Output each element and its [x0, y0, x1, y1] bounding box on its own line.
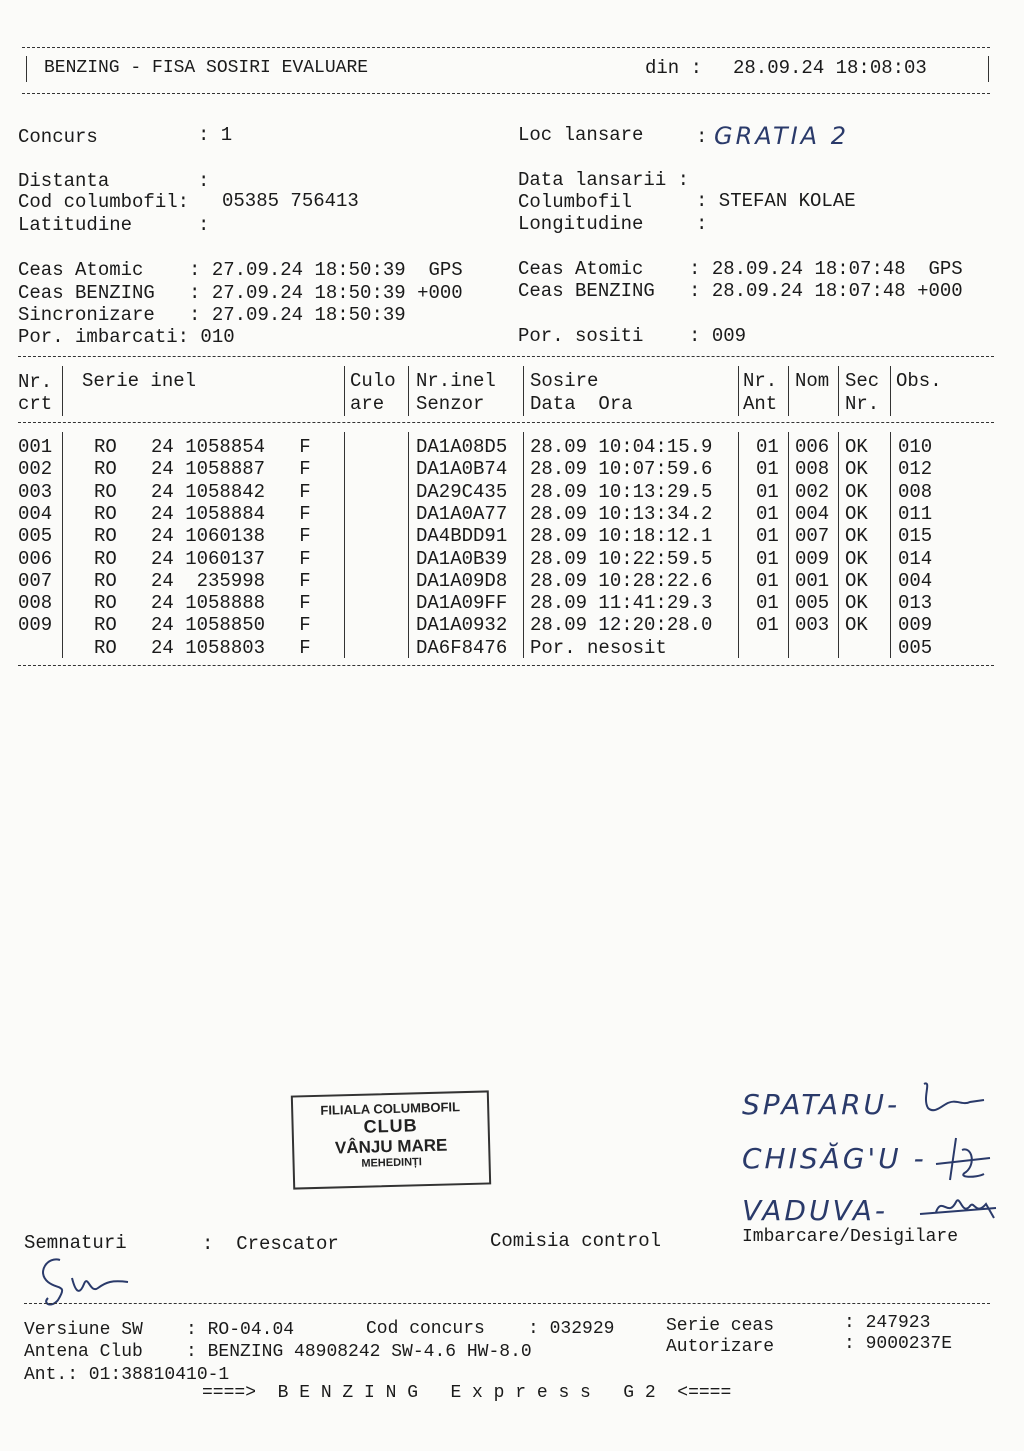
- cell-senzor: DA29C435: [416, 480, 508, 503]
- cod-concurs: Cod concurs : 032929: [366, 1319, 615, 1339]
- cell-sec: OK: [845, 480, 868, 503]
- col-sep-5b: [738, 432, 739, 658]
- th-nrinel-top: Nr.inel: [416, 370, 496, 392]
- col-sep-7: [838, 366, 839, 416]
- stamp-line1: FILIALA COLUMBOFIL: [320, 1099, 461, 1118]
- col-sep-2: [344, 366, 345, 416]
- th-sosire-bot: Data Ora: [530, 393, 633, 415]
- cell-serie: RO 24 1058854 F: [94, 436, 311, 458]
- loc-lansare-colon: :: [696, 126, 708, 148]
- cell-senzor: DA1A09FF: [416, 592, 508, 615]
- cell-ant: 01: [756, 592, 779, 615]
- columbofil-label: Columbofil: [518, 191, 633, 213]
- cell-sec: OK: [845, 547, 868, 570]
- footer-separator: [24, 1303, 990, 1304]
- loc-lansare-label: Loc lansare: [518, 124, 644, 146]
- table-bottom-border: [18, 665, 994, 666]
- col-sep-3b: [408, 432, 409, 658]
- left-ceas-benzing: Ceas BENZING : 27.09.24 18:50:39 +000: [18, 282, 463, 304]
- cell-nom: 009: [795, 547, 830, 570]
- columbofil-value: : STEFAN KOLAE: [696, 190, 856, 212]
- cell-nom: 002: [795, 480, 830, 503]
- right-por-sositi: Por. sositi : 009: [518, 325, 747, 347]
- th-sosire-top: Sosire: [530, 370, 599, 392]
- cell-senzor: DA6F8476: [416, 636, 508, 659]
- report-title: BENZING - FISA SOSIRI EVALUARE: [44, 58, 369, 78]
- col-sep-3: [408, 366, 409, 416]
- col-sep-4b: [523, 432, 524, 658]
- right-ceas-benzing: Ceas BENZING : 28.09.24 18:07:48 +000: [518, 280, 963, 302]
- data-lansarii-label: Data lansarii :: [518, 169, 690, 191]
- longitudine-value: :: [696, 213, 708, 235]
- antena-club: Antena Club : BENZING 48908242 SW-4.6 HW-8.0: [24, 1342, 532, 1362]
- autorizare-value: : 9000237E: [844, 1334, 953, 1354]
- cell-senzor: DA1A0B39: [416, 547, 508, 570]
- handwritten-name-3: VADUVA-: [742, 1194, 888, 1227]
- left-sincronizare: Sincronizare : 27.09.24 18:50:39: [18, 304, 406, 326]
- semnaturi-label: Semnaturi: [24, 1232, 127, 1254]
- left-por-imbarcati: Por. imbarcati: 010: [18, 326, 235, 348]
- col-sep-1b: [62, 432, 63, 658]
- versiune-sw: Versiune SW : RO-04.04: [24, 1320, 295, 1340]
- th-nrinel-bot: Senzor: [416, 393, 485, 415]
- cell-sec: OK: [845, 458, 868, 481]
- th-nr-top: Nr.: [18, 371, 53, 393]
- th-sec-top: Sec: [845, 370, 880, 392]
- cell-senzor: DA1A0A77: [416, 502, 508, 525]
- cell-sec: OK: [845, 502, 868, 525]
- stamp-line3: VÂNJU MARE: [334, 1135, 448, 1158]
- cell-ant: 01: [756, 614, 779, 637]
- col-sep-2b: [344, 432, 345, 658]
- cell-sosire: 28.09 11:41:29.3: [530, 592, 713, 615]
- cell-sosire: 28.09 10:13:34.2: [530, 502, 713, 525]
- col-sep-7b: [838, 432, 839, 658]
- cell-nr: 009: [18, 614, 53, 637]
- cell-sosire: 28.09 12:20:28.0: [530, 614, 713, 637]
- left-ceas-atomic: Ceas Atomic : 27.09.24 18:50:39 GPS: [18, 259, 463, 281]
- col-sep-6: [788, 366, 789, 416]
- cell-sec: OK: [845, 569, 868, 592]
- header-bottom-border: [22, 93, 990, 94]
- cell-nr: 005: [18, 525, 53, 548]
- latitudine-label: Latitudine: [18, 214, 133, 236]
- cod-columbofil-label: Cod columbofil:: [18, 191, 190, 213]
- header-top-border: [22, 47, 990, 48]
- th-nom: Nom: [795, 370, 830, 392]
- cell-nr: 002: [18, 458, 53, 481]
- cell-obs: 013: [898, 592, 933, 615]
- th-culo-bot: are: [350, 393, 385, 415]
- cell-senzor: DA1A08D5: [416, 436, 508, 458]
- cell-senzor: DA1A09D8: [416, 569, 508, 592]
- report-date-label: din :: [645, 57, 703, 79]
- cell-serie: RO 24 1058803 F: [94, 636, 311, 659]
- cell-serie: RO 24 235998 F: [94, 569, 311, 592]
- cell-obs: 011: [898, 502, 933, 525]
- cell-sec: OK: [845, 436, 868, 458]
- cell-sec: OK: [845, 614, 868, 637]
- th-obs: Obs.: [896, 370, 942, 392]
- handwritten-name-1: SPATARU-: [742, 1088, 901, 1121]
- col-sep-8b: [890, 432, 891, 658]
- distanta-label: Distanta: [18, 170, 110, 192]
- col-sep-1: [62, 366, 63, 416]
- crescator-signature: [28, 1254, 138, 1310]
- cell-ant: 01: [756, 525, 779, 548]
- cell-nom: 004: [795, 502, 830, 525]
- col-sep-4: [523, 366, 524, 416]
- cell-nr: 007: [18, 569, 53, 592]
- cell-serie: RO 24 1060137 F: [94, 547, 311, 570]
- cell-ant: 01: [756, 502, 779, 525]
- cell-obs: 012: [898, 458, 933, 481]
- cell-ant: 01: [756, 547, 779, 570]
- cell-nom: 005: [795, 592, 830, 615]
- cell-nom: 006: [795, 436, 830, 458]
- cell-obs: 008: [898, 480, 933, 503]
- th-ant-top: Nr.: [743, 370, 778, 392]
- club-stamp: [291, 1090, 491, 1189]
- crescator-label: : Crescator: [202, 1233, 339, 1255]
- cell-sosire: 28.09 10:28:22.6: [530, 569, 713, 592]
- comisia-label: Comisia control: [490, 1230, 662, 1252]
- cell-sosire: 28.09 10:04:15.9: [530, 436, 713, 458]
- report-date: 28.09.24 18:08:03: [733, 57, 927, 79]
- cell-obs: 014: [898, 547, 933, 570]
- loc-lansare-handwritten: GRATIA 2: [714, 122, 849, 150]
- stamp-line2: CLUB: [363, 1115, 418, 1137]
- serie-ceas-value: : 247923: [844, 1313, 931, 1333]
- th-sec-bot: Nr.: [845, 393, 880, 415]
- cell-serie: RO 24 1058850 F: [94, 614, 311, 637]
- cell-senzor: DA1A0B74: [416, 458, 508, 481]
- col-sep-8: [890, 366, 891, 416]
- th-ant-bot: Ant: [743, 393, 778, 415]
- cell-nom: 008: [795, 458, 830, 481]
- longitudine-label: Longitudine: [518, 213, 644, 235]
- cell-serie: RO 24 1058888 F: [94, 592, 311, 615]
- serie-ceas-label: Serie ceas: [666, 1316, 775, 1336]
- header-right-border: [988, 56, 989, 82]
- cell-obs: 015: [898, 525, 933, 548]
- cell-serie: RO 24 1058884 F: [94, 502, 311, 525]
- distanta-value: :: [198, 170, 210, 192]
- th-culo-top: Culo: [350, 370, 396, 392]
- benzing-express-banner: ====> B E N Z I N G E x p r e s s G 2 <====: [202, 1383, 732, 1403]
- cell-sec: OK: [845, 592, 868, 615]
- autorizare-label: Autorizare: [666, 1337, 775, 1357]
- table-header-separator: [18, 422, 994, 423]
- cell-ant: 01: [756, 480, 779, 503]
- cell-nom: 001: [795, 569, 830, 592]
- cell-sosire: 28.09 10:22:59.5: [530, 547, 713, 570]
- cell-sec: OK: [845, 525, 868, 548]
- cell-obs: 005: [898, 636, 933, 659]
- th-serie: Serie inel: [82, 370, 197, 392]
- cell-sosire: Por. nesosit: [530, 636, 667, 659]
- cell-ant: 01: [756, 569, 779, 592]
- concurs-label: Concurs: [18, 126, 98, 148]
- cell-serie: RO 24 1058887 F: [94, 458, 311, 481]
- cod-columbofil-value: 05385 756413: [222, 190, 359, 212]
- th-nr-bot: crt: [18, 393, 53, 415]
- imbarcare-label: Imbarcare/Desigilare: [742, 1227, 959, 1247]
- cell-nr: 001: [18, 436, 53, 458]
- header-left-border: [26, 56, 27, 82]
- latitudine-value: :: [198, 214, 210, 236]
- signature-scribble-2: [926, 1134, 996, 1190]
- cell-serie: RO 24 1060138 F: [94, 525, 311, 548]
- concurs-value: : 1: [198, 124, 233, 146]
- signature-scribble-3: [916, 1188, 1006, 1228]
- col-sep-6b: [788, 432, 789, 658]
- antena-id: Ant.: 01:38810410-1: [24, 1365, 230, 1385]
- cell-obs: 010: [898, 436, 933, 458]
- cell-nom: 007: [795, 525, 830, 548]
- signature-scribble-1: [912, 1076, 988, 1126]
- table-top-border: [18, 356, 994, 357]
- stamp-line4: MEHEDINȚI: [361, 1156, 422, 1170]
- cell-nom: 003: [795, 614, 830, 637]
- cell-nr: 004: [18, 502, 53, 525]
- handwritten-name-2: CHISĂG'U -: [742, 1142, 927, 1175]
- cell-sosire: 28.09 10:18:12.1: [530, 525, 713, 548]
- cell-sosire: 28.09 10:13:29.5: [530, 480, 713, 503]
- cell-obs: 009: [898, 614, 933, 637]
- cell-nr: 008: [18, 592, 53, 615]
- cell-senzor: DA1A0932: [416, 614, 508, 637]
- cell-serie: RO 24 1058842 F: [94, 480, 311, 503]
- right-ceas-atomic: Ceas Atomic : 28.09.24 18:07:48 GPS: [518, 258, 963, 280]
- cell-sosire: 28.09 10:07:59.6: [530, 458, 713, 481]
- cell-nr: 006: [18, 547, 53, 570]
- col-sep-5: [738, 366, 739, 416]
- cell-obs: 004: [898, 569, 933, 592]
- cell-senzor: DA4BDD91: [416, 525, 508, 548]
- cell-ant: 01: [756, 458, 779, 481]
- cell-nr: 003: [18, 480, 53, 503]
- cell-ant: 01: [756, 436, 779, 458]
